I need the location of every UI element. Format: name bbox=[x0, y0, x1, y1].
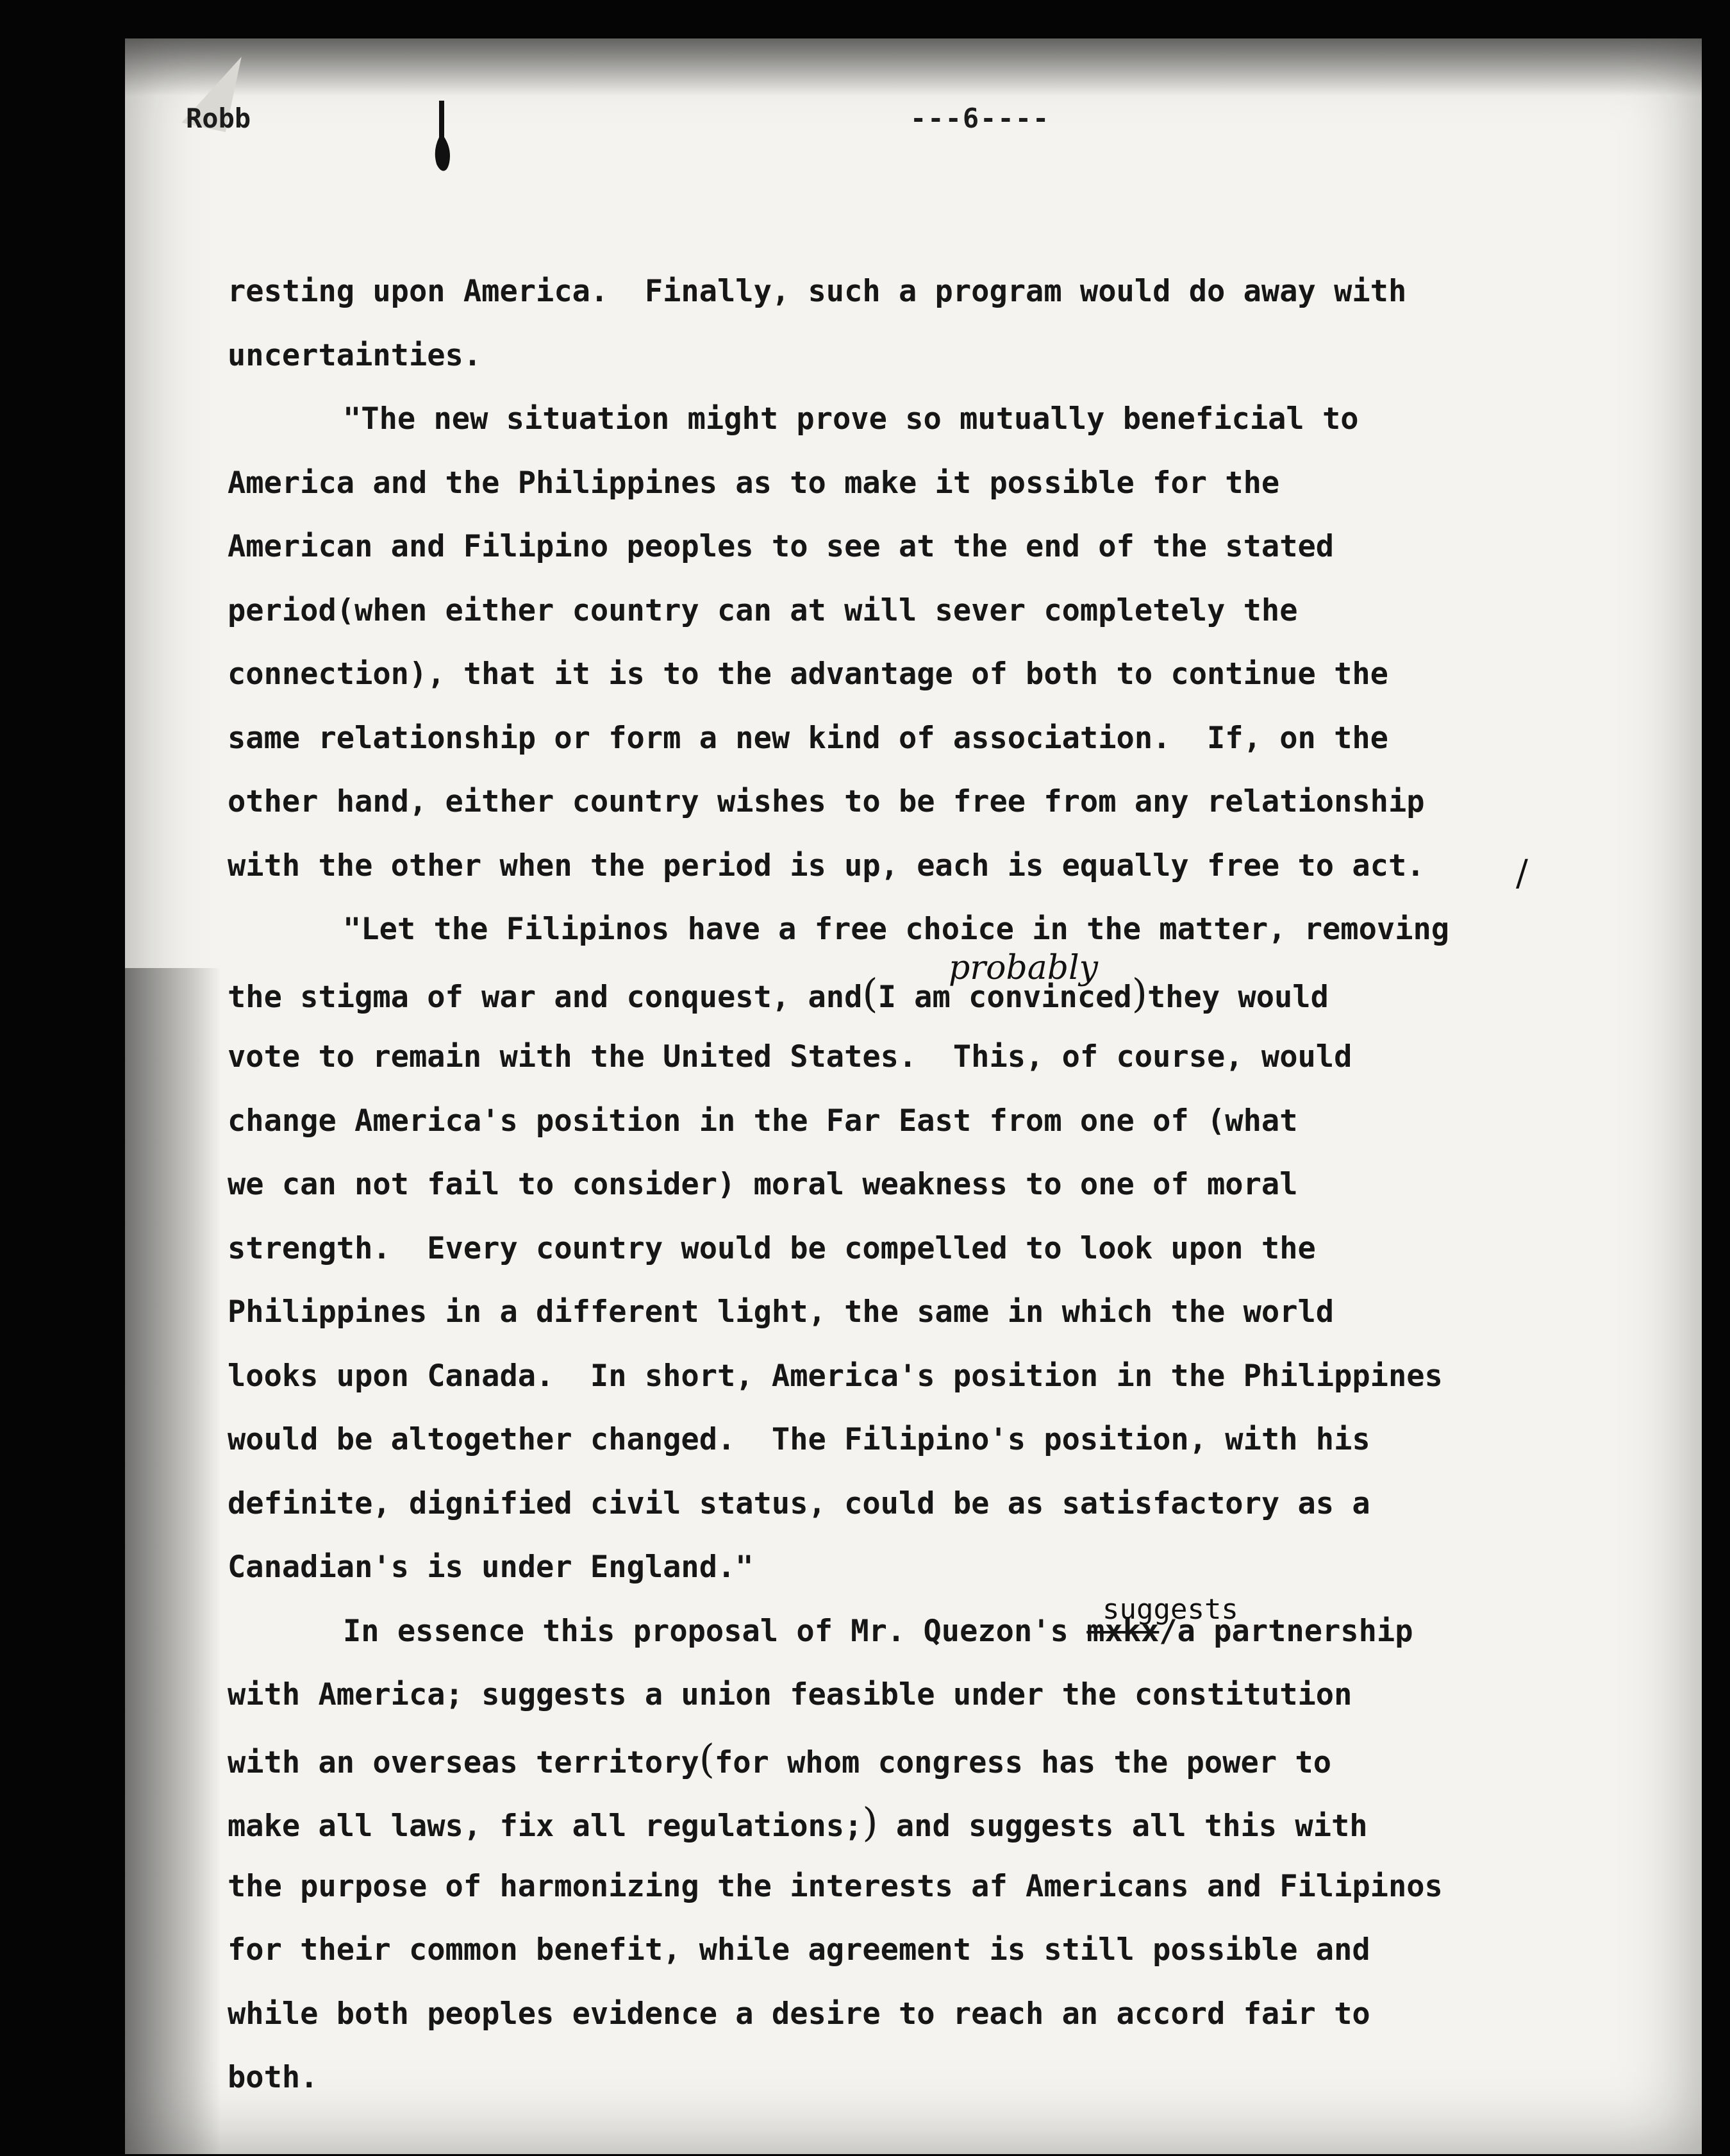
text-line: we can not fail to consider) moral weakness to one of moral bbox=[228, 1167, 1298, 1202]
handwritten-insert: probably bbox=[949, 949, 1099, 987]
text-line: American and Filipino peoples to see at the end of the stated bbox=[228, 529, 1335, 564]
text-line: while both peoples evidence a desire to reach an accord fair to bbox=[228, 1996, 1370, 2032]
text-line: "The new situation might prove so mutually beneficial to bbox=[343, 401, 1359, 437]
text-line: make all laws, fix all regulations;) and suggests all this with bbox=[228, 1799, 1368, 1846]
author-header: Robb bbox=[186, 103, 251, 134]
text-line: definite, dignified civil status, could be as satisfactory as a bbox=[228, 1485, 1370, 1521]
text-line: would be altogether changed. The Filipino's position, with his bbox=[228, 1422, 1370, 1457]
text-line: the purpose of harmonizing the interests af Americans and Filipinos bbox=[228, 1868, 1443, 1904]
text-line: the stigma of war and conquest, and(I am convinced)they would bbox=[228, 969, 1329, 1017]
text-line: period(when either country can at will sever completely the bbox=[228, 592, 1298, 628]
text-line: with America; suggests a union feasible under the constitution bbox=[228, 1677, 1352, 1712]
text-line: vote to remain with the United States. This, of course, would bbox=[228, 1039, 1352, 1074]
text-line: uncertainties. bbox=[228, 337, 482, 373]
text-line: with the other when the period is up, each is equally free to act. bbox=[228, 848, 1425, 883]
body-text bbox=[228, 260, 1670, 2110]
struck-word: mxkx bbox=[1086, 1613, 1160, 1649]
text-line: for their common benefit, while agreement is still possible and bbox=[228, 1932, 1370, 1968]
check-mark: / bbox=[1516, 853, 1528, 894]
text-line: Philippines in a different light, the same in which the world bbox=[228, 1294, 1335, 1330]
text-line: looks upon Canada. In short, America's position in the Philippines bbox=[228, 1358, 1443, 1394]
typed-insert: suggests bbox=[1102, 1593, 1238, 1626]
text-line: resting upon America. Finally, such a program would do away with bbox=[228, 274, 1407, 309]
text-line: "Let the Filipinos have a free choice in the matter, removing bbox=[343, 912, 1450, 947]
scan-shadow-top bbox=[125, 38, 1702, 96]
text-line: change America's position in the Far East from one of (what bbox=[228, 1103, 1298, 1139]
document-page bbox=[125, 38, 1702, 2154]
text-line: In essence this proposal of Mr. Quezon's mxkx/a partnership bbox=[343, 1613, 1413, 1649]
text-line: America and the Philippines as to make it possible for the bbox=[228, 465, 1280, 501]
text-line: strength. Every country would be compelled to look upon the bbox=[228, 1230, 1316, 1266]
text-line: with an overseas territory(for whom congress has the power to bbox=[228, 1735, 1331, 1782]
text-line: Canadian's is under England." bbox=[228, 1550, 754, 1585]
ink-mark bbox=[433, 99, 451, 176]
page-number: ---6---- bbox=[910, 103, 1051, 134]
scan-shadow-left bbox=[125, 968, 221, 2154]
text-line: other hand, either country wishes to be free from any relationship bbox=[228, 784, 1425, 819]
text-line: connection), that it is to the advantage of both to continue the bbox=[228, 656, 1388, 692]
text-line: same relationship or form a new kind of association. If, on the bbox=[228, 720, 1388, 756]
text-line: both. bbox=[228, 2060, 319, 2095]
